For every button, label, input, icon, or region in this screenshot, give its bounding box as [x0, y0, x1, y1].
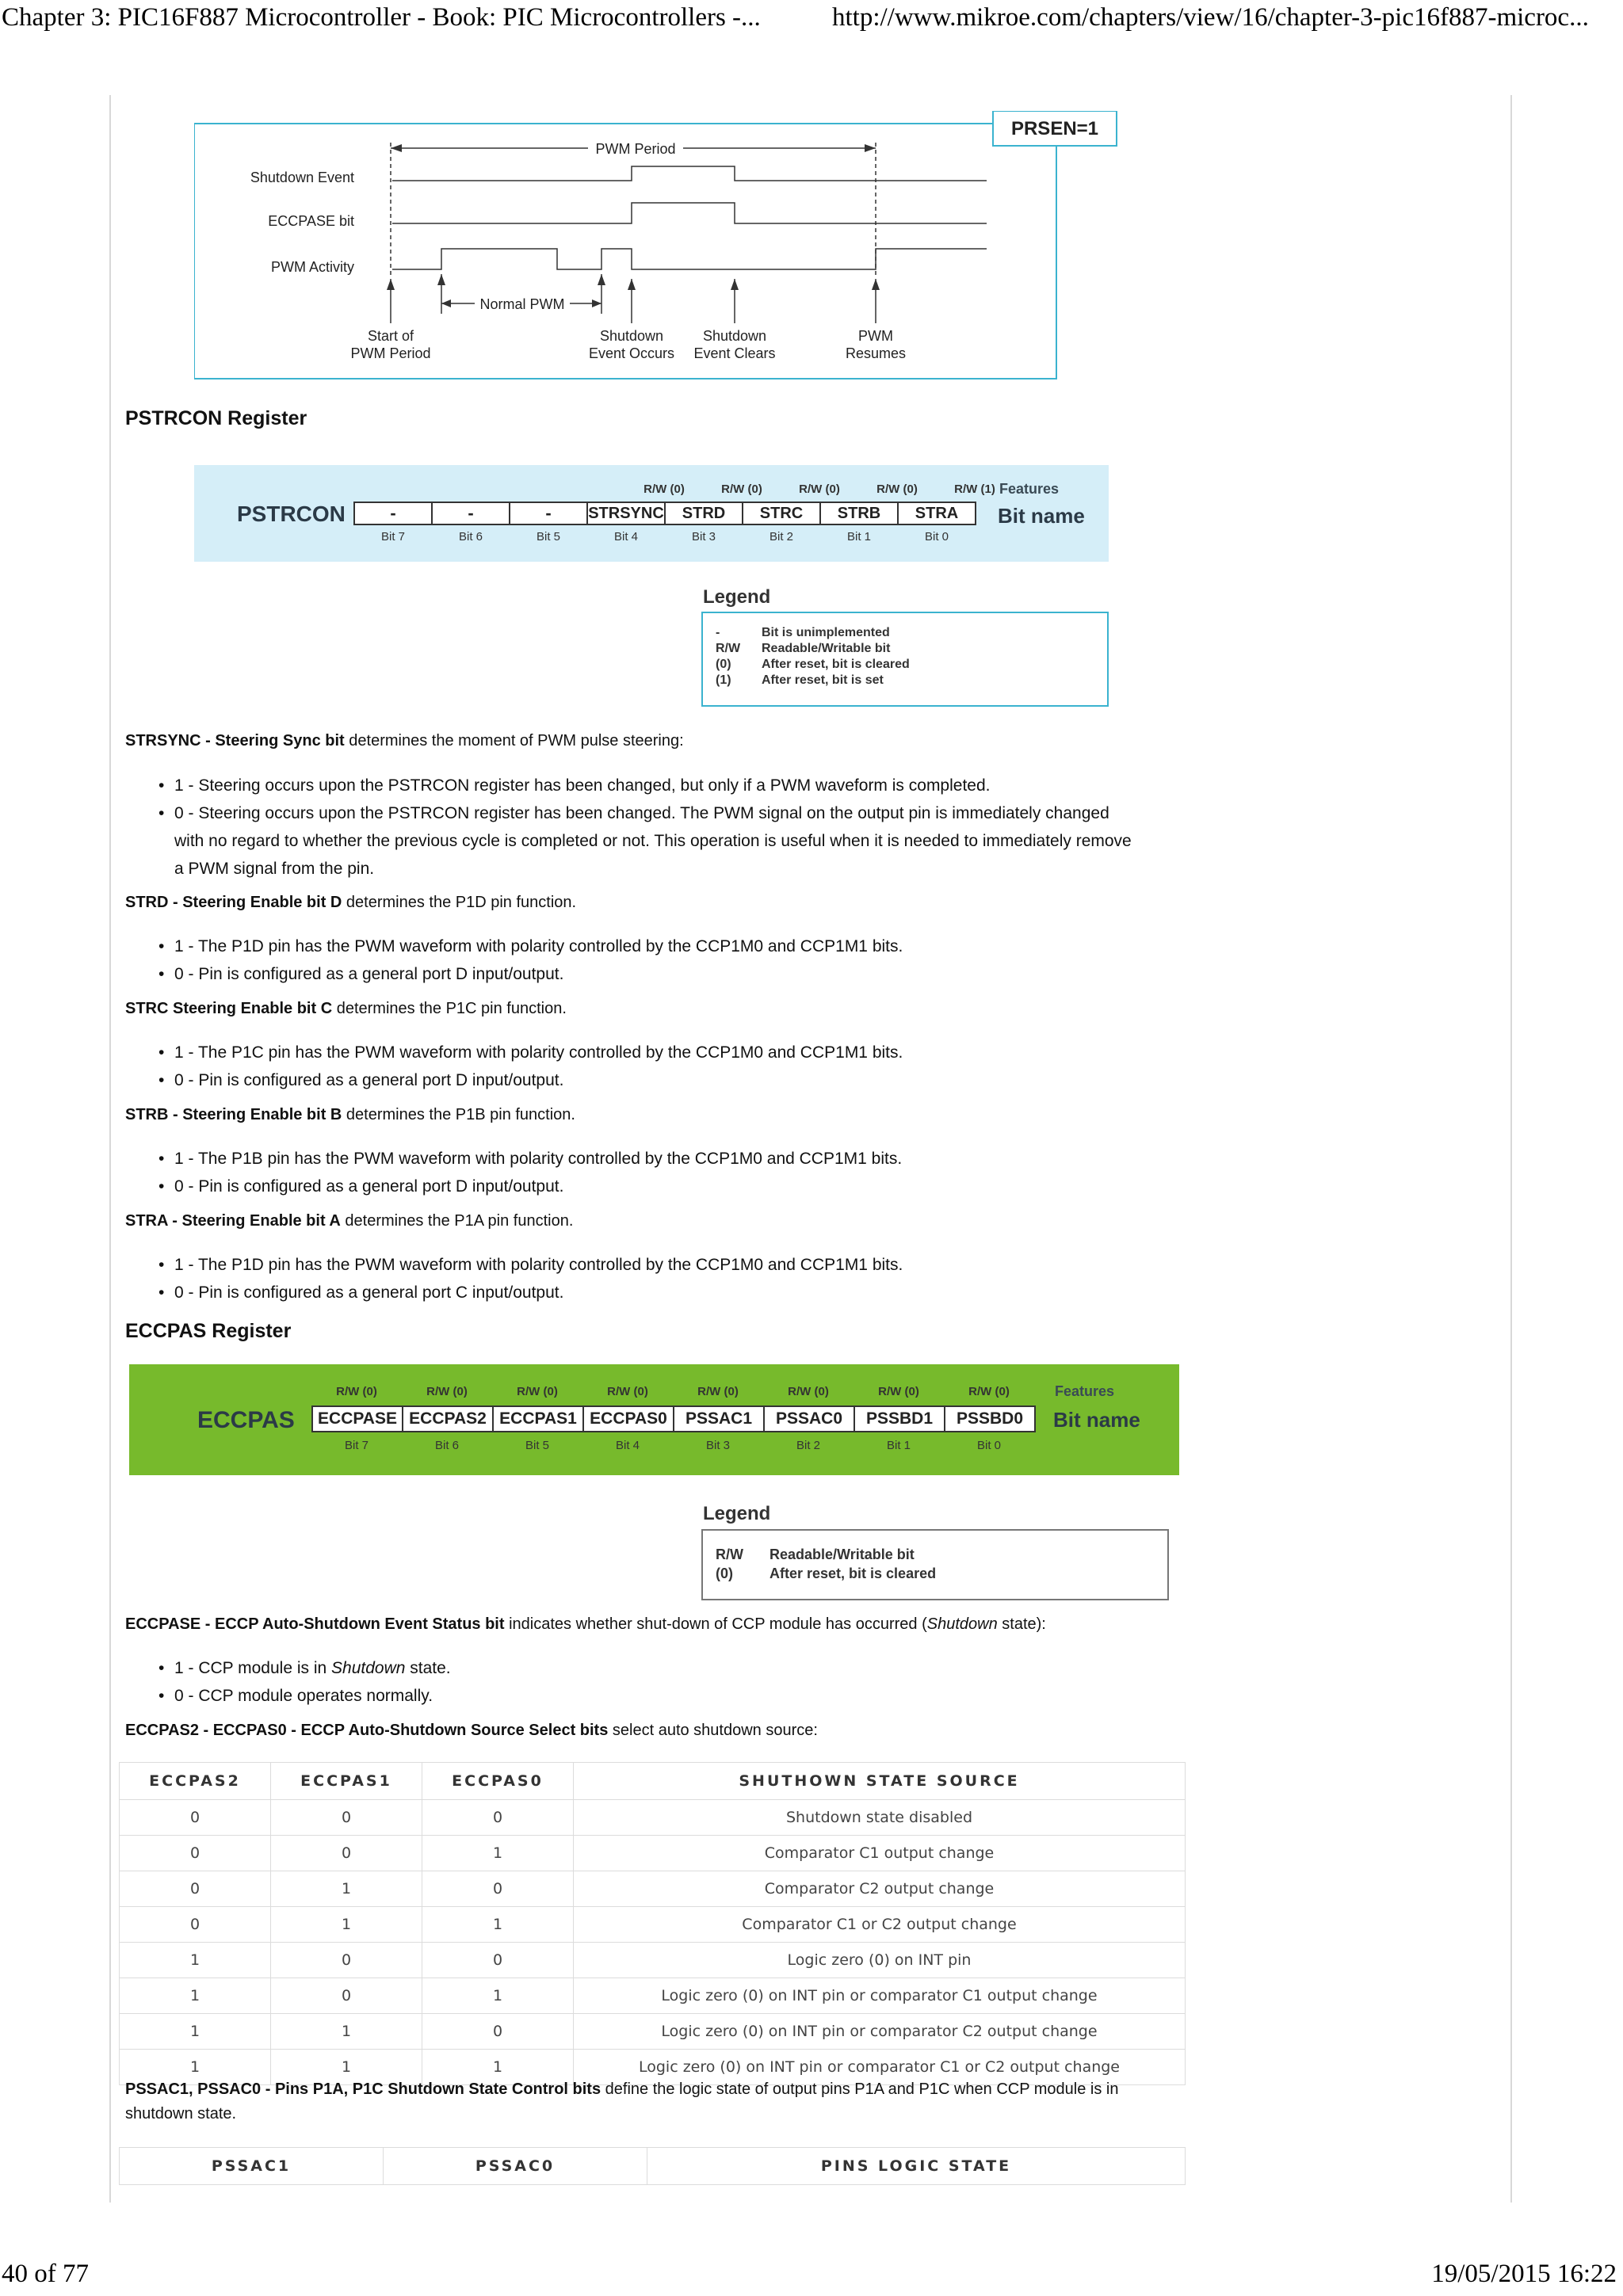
- bullet-item: • 1 - CCP module is in Shutdown state.: [158, 1654, 1189, 1682]
- pstrcon-register-diagram: [194, 465, 1109, 562]
- marker-occurs-line1: Shutdown: [599, 328, 664, 344]
- table-header: ECCPAS1: [271, 1763, 422, 1800]
- marker-resumes-line1: PWM: [858, 328, 893, 344]
- eccpas-bit2-cell: PSSAC0: [763, 1405, 855, 1432]
- eccpase-italic: Shutdown: [926, 1615, 998, 1633]
- stra-text: determines the P1A pin function.: [340, 1212, 574, 1230]
- legend-key: R/W: [716, 642, 741, 655]
- eccpas-bitno-6: Bit 6: [434, 1439, 459, 1452]
- eccpas-bit6-cell: ECCPAS2: [402, 1405, 494, 1432]
- strc-description: [125, 995, 1187, 1022]
- strb-text: determines the P1B pin function.: [342, 1106, 575, 1123]
- marker-resumes-line2: Resumes: [845, 345, 907, 361]
- bullet-item: • 0 - Pin is configured as a general port D input/output.: [158, 960, 1189, 988]
- bullet-item: • 0 - Pin is configured as a general port D input/output.: [158, 1066, 1189, 1094]
- table-row: 0 0 1 Comparator C1 output change: [120, 1836, 1186, 1871]
- eccpas-rw-bit6: R/W (0): [426, 1385, 468, 1398]
- eccpase-term: ECCPASE - ECCP Auto-Shutdown Event Status bit: [125, 1615, 505, 1633]
- eccpas-bitno-5: Bit 5: [525, 1439, 549, 1452]
- eccpas-rw-bit7: R/W (0): [336, 1385, 377, 1398]
- stra-description: [125, 1207, 1187, 1234]
- strsync-description: [125, 727, 1187, 754]
- marker-start-line1: Start of: [367, 328, 414, 344]
- shutdown-source-table: [119, 1762, 1186, 2085]
- period-arrow-left: [391, 144, 402, 152]
- marker-clears-line2: Event Clears: [693, 345, 776, 361]
- strb-description: [125, 1101, 1187, 1128]
- eccpas-bit4-cell: ECCPAS0: [582, 1405, 674, 1432]
- eccpas-select-text: select auto shutdown source:: [608, 1722, 818, 1739]
- strb-term: STRB - Steering Enable bit B: [125, 1106, 342, 1123]
- eccpas-rw-bit4: R/W (0): [607, 1385, 648, 1398]
- pstrcon-bitno-2: Bit 2: [769, 530, 793, 543]
- eccpas-features-label: Features: [1055, 1383, 1115, 1399]
- signal-label-1: ECCPASE bit: [268, 213, 354, 229]
- eccpas-bitno-4: Bit 4: [615, 1439, 640, 1452]
- strsync-term: STRSYNC - Steering Sync bit: [125, 732, 345, 749]
- eccpas-bitname-label: Bit name: [1053, 1408, 1140, 1432]
- marker-start-line2: PWM Period: [350, 345, 431, 361]
- eccpas-bitno-7: Bit 7: [344, 1439, 369, 1452]
- legend-value: After reset, bit is set: [762, 673, 884, 687]
- page-frame-right-border: [1510, 95, 1512, 2203]
- eccpas-rw-bit1: R/W (0): [878, 1385, 919, 1398]
- eccpase-bullets: [158, 1654, 1189, 1710]
- pssac-text: define the logic state of output pins P1A and P1C when CCP module is in shutdown state.: [125, 2081, 1119, 2122]
- eccpas-bitno-0: Bit 0: [976, 1439, 1001, 1452]
- pwm-activity-waveform: [392, 249, 987, 269]
- eccpas-rw-bit2: R/W (0): [788, 1385, 829, 1398]
- pstrcon-bit4-cell: STRSYNC: [586, 502, 666, 525]
- bullet-item: • 0 - Pin is configured as a general port D input/output.: [158, 1173, 1189, 1200]
- bullet-item: • 0 - Pin is configured as a general port C input/output.: [158, 1279, 1189, 1306]
- pwm-shutdown-timing-diagram: [194, 111, 1121, 380]
- pstrcon-bit3-cell: STRD: [664, 502, 743, 525]
- table-header: PINS LOGIC STATE: [647, 2148, 1186, 2185]
- pstrcon-bit5-cell: -: [509, 502, 588, 525]
- pstrcon-features-label: Features: [999, 481, 1060, 497]
- bullet-item: • 1 - The P1B pin has the PWM waveform with polarity controlled by the CCP1M0 and CCP1M1 bits.: [158, 1145, 1189, 1173]
- table-row: 1 1 0 Logic zero (0) on INT pin or comparator C2 output change: [120, 2014, 1186, 2050]
- pstrcon-bitno-7: Bit 7: [380, 530, 405, 543]
- table-row: 1 0 0 Logic zero (0) on INT pin: [120, 1943, 1186, 1978]
- table-row: 1 0 1 Logic zero (0) on INT pin or comparator C1 output change: [120, 1978, 1186, 2014]
- print-header-url: http://www.mikroe.com/chapters/view/16/chapter-3-pic16f887-microc...: [832, 3, 1589, 32]
- bullet-item: • 1 - Steering occurs upon the PSTRCON register has been changed, but only if a PWM waveform is completed.: [158, 772, 1141, 799]
- page-number: 40 of 77: [2, 2260, 89, 2288]
- pstrcon-name: PSTRCON: [237, 502, 346, 526]
- eccpas-rw-bit3: R/W (0): [697, 1385, 739, 1398]
- print-header-title: Chapter 3: PIC16F887 Microcontroller - Book: PIC Microcontrollers -...: [2, 3, 761, 32]
- pstrcon-bitno-0: Bit 0: [924, 530, 949, 543]
- signal-label-0: Shutdown Event: [250, 170, 354, 185]
- eccpas-bitno-2: Bit 2: [796, 1439, 820, 1452]
- eccpas-bit0-cell: PSSBD0: [944, 1405, 1036, 1432]
- bullet-item: • 1 - The P1D pin has the PWM waveform with polarity controlled by the CCP1M0 and CCP1M1 bits.: [158, 1251, 1189, 1279]
- table-header: ECCPAS2: [120, 1763, 271, 1800]
- table-header: ECCPAS0: [422, 1763, 574, 1800]
- pstrcon-rw-bit1: R/W (0): [876, 482, 918, 496]
- strsync-text: determines the moment of PWM pulse steering:: [344, 732, 684, 749]
- table-row: 0 1 0 Comparator C2 output change: [120, 1871, 1186, 1907]
- period-label: PWM Period: [595, 141, 676, 157]
- eccpase-text-end: state):: [997, 1615, 1046, 1633]
- strc-bullets: [158, 1039, 1189, 1094]
- legend-key: -: [716, 626, 720, 639]
- pssac-description: [125, 2077, 1187, 2126]
- pstrcon-bit1-cell: STRB: [819, 502, 899, 525]
- pstrcon-bitno-1: Bit 1: [846, 530, 871, 543]
- eccpas-select-description: [125, 1717, 1187, 1744]
- eccpas-bit7-cell: ECCPASE: [311, 1405, 403, 1432]
- legend-value: Readable/Writable bit: [762, 642, 891, 655]
- table-row: 0 0 0 Shutdown state disabled: [120, 1800, 1186, 1836]
- shutdown-event-waveform: [392, 166, 987, 181]
- eccpas-bit5-cell: ECCPAS1: [492, 1405, 584, 1432]
- marker-clears-line1: Shutdown: [702, 328, 767, 344]
- strb-bullets: [158, 1145, 1189, 1200]
- page-frame-left-border: [109, 95, 111, 2203]
- pstrcon-bitno-5: Bit 5: [536, 530, 560, 543]
- prsen-tag: PRSEN=1: [1010, 118, 1099, 139]
- pstrcon-bit0-cell: STRA: [897, 502, 976, 525]
- eccpas-legend-box: [701, 1529, 1169, 1600]
- pstrcon-bitno-4: Bit 4: [613, 530, 638, 543]
- eccpase-waveform: [392, 203, 987, 223]
- print-footer: [0, 2260, 1623, 2291]
- normal-pwm-label: Normal PWM: [479, 296, 565, 312]
- pstrcon-rw-bit0: R/W (1): [954, 482, 995, 496]
- bullet-item: • 0 - Steering occurs upon the PSTRCON register has been changed. The PWM signal on the output pin is immediately changed with no regard to whether the previous cycle is completed or not. This operation is useful when it is needed to immediately remove a PWM signal from the pin.: [158, 799, 1141, 883]
- pstrcon-legend-title: Legend: [703, 586, 771, 608]
- eccpase-text: indicates whether shut-down of CCP module has occurred (: [504, 1615, 927, 1633]
- eccpas-name: ECCPAS: [197, 1407, 295, 1433]
- bullet-item: • 1 - The P1C pin has the PWM waveform with polarity controlled by the CCP1M0 and CCP1M1 bits.: [158, 1039, 1189, 1066]
- stra-term: STRA - Steering Enable bit A: [125, 1212, 341, 1230]
- pstrcon-bit7-cell: -: [353, 502, 433, 525]
- pstrcon-bit6-cell: -: [431, 502, 510, 525]
- table-row: 1 1 1 Logic zero (0) on INT pin or comparator C1 or C2 output change: [120, 2050, 1186, 2085]
- legend-key: (0): [716, 1566, 733, 1581]
- table-header: SHUTHOWN STATE SOURCE: [574, 1763, 1186, 1800]
- eccpas-heading: ECCPAS Register: [125, 1320, 292, 1342]
- signal-label-2: PWM Activity: [270, 259, 354, 275]
- strd-term: STRD - Steering Enable bit D: [125, 894, 342, 911]
- legend-value: After reset, bit is cleared: [762, 658, 910, 671]
- pstrcon-bit2-cell: STRC: [742, 502, 821, 525]
- stra-bullets: [158, 1251, 1189, 1306]
- strd-text: determines the P1D pin function.: [342, 894, 577, 911]
- pstrcon-rw-bit2: R/W (0): [799, 482, 840, 496]
- period-arrow-right: [865, 144, 876, 152]
- strd-description: [125, 889, 1187, 916]
- legend-key: R/W: [716, 1547, 743, 1562]
- table-row: 0 1 1 Comparator C1 or C2 output change: [120, 1907, 1186, 1943]
- eccpas-bit1-cell: PSSBD1: [854, 1405, 945, 1432]
- pstrcon-rw-bit3: R/W (0): [721, 482, 762, 496]
- pstrcon-rw-bit4: R/W (0): [643, 482, 685, 496]
- bullet-item: • 1 - The P1D pin has the PWM waveform with polarity controlled by the CCP1M0 and CCP1M1 bits.: [158, 933, 1189, 960]
- eccpas-legend-title: Legend: [703, 1503, 771, 1524]
- marker-occurs-line2: Event Occurs: [588, 345, 675, 361]
- eccpas-register-diagram: [129, 1364, 1179, 1475]
- legend-key: (0): [716, 658, 731, 671]
- eccpas-rw-bit0: R/W (0): [968, 1385, 1010, 1398]
- legend-value: Bit is unimplemented: [762, 626, 890, 639]
- table-header: PSSAC1: [120, 2148, 384, 2185]
- pins-logic-table: [119, 2147, 1186, 2185]
- pstrcon-bitno-6: Bit 6: [458, 530, 483, 543]
- strsync-bullets: [158, 772, 1141, 883]
- eccpas-bitno-1: Bit 1: [886, 1439, 911, 1452]
- strc-term: STRC Steering Enable bit C: [125, 1000, 333, 1017]
- table-header: PSSAC0: [384, 2148, 647, 2185]
- pssac-term: PSSAC1, PSSAC0 - Pins P1A, P1C Shutdown State Control bits: [125, 2081, 601, 2098]
- legend-value: Readable/Writable bit: [769, 1547, 915, 1562]
- pstrcon-legend-box: [701, 612, 1109, 707]
- eccpas-rw-bit5: R/W (0): [517, 1385, 558, 1398]
- legend-key: (1): [716, 673, 731, 687]
- eccpase-description: [125, 1611, 1187, 1638]
- legend-value: After reset, bit is cleared: [769, 1566, 937, 1581]
- pstrcon-bitname-label: Bit name: [998, 504, 1085, 528]
- pstrcon-heading: PSTRCON Register: [125, 407, 307, 429]
- eccpas-bit3-cell: PSSAC1: [673, 1405, 765, 1432]
- strc-text: determines the P1C pin function.: [332, 1000, 567, 1017]
- strd-bullets: [158, 933, 1189, 988]
- print-header: [0, 0, 1623, 40]
- eccpas-bitno-3: Bit 3: [705, 1439, 730, 1452]
- pstrcon-bitno-3: Bit 3: [691, 530, 716, 543]
- print-datetime: 19/05/2015 16:22: [1431, 2260, 1617, 2288]
- eccpas-select-term: ECCPAS2 - ECCPAS0 - ECCP Auto-Shutdown Source Select bits: [125, 1722, 609, 1739]
- bullet-item: • 0 - CCP module operates normally.: [158, 1682, 1189, 1710]
